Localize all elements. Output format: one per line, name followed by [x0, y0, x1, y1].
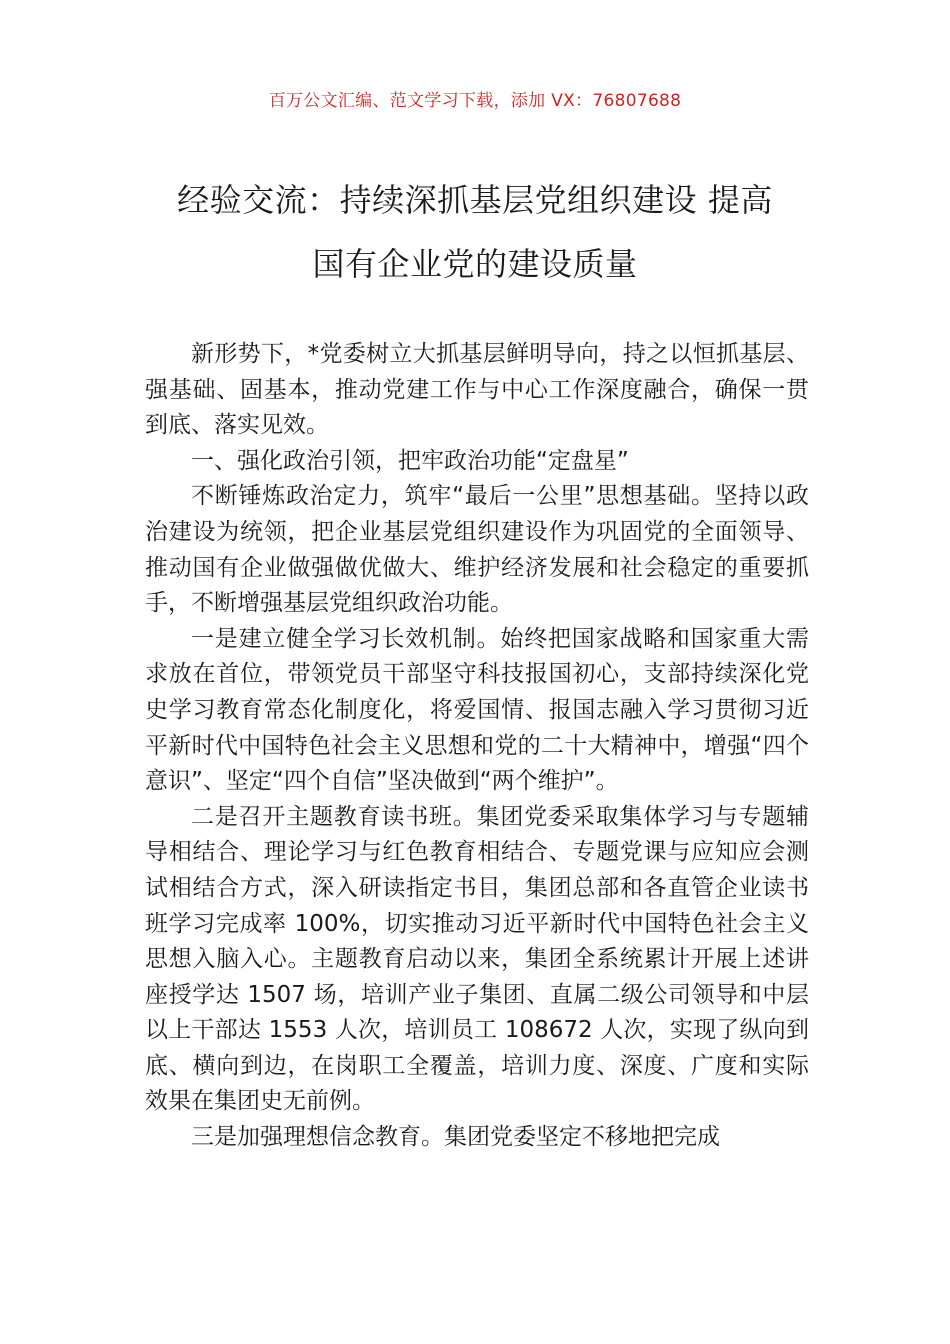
paragraph: 二是召开主题教育读书班。集团党委采取集体学习与专题辅导相结合、理论学习与红色教育相结合、专题党课与应知应会测试相结合方式，深入研读指定书目，集团总部和各直管企业读书班学习完成率 100%，切实推动习近平新时代中国特色社会主义思想入脑入心。主题教育启动以来，集团全系统累计开展上述讲座授学达 1507 场，培训产业子集团、直属二级公司领导和中层以上干部达 1553 人次，培训员工 108672 人次，实现了纵向到底、横向到边，在岗职工全覆盖，培训力度、深度、广度和实际效果在集团史无前例。: [145, 803, 809, 1115]
paragraph-intro: 新形势下，*党委树立大抓基层鲜明导向，持之以恒抓基层、强基础、固基本，推动党建工作与中心工作深度融合，确保一贯到底、落实见效。: [145, 341, 809, 439]
header-note: 百万公文汇编、范文学习下载，添加 VX：76807688: [268, 91, 682, 111]
paragraph: 不断锤炼政治定力，筑牢“最后一公里”思想基础。坚持以政治建设为统领，把企业基层党组织建设作为巩固党的全面领导、推动国有企业做强做优做大、维护经济发展和社会稳定的重要抓手，不断增强基层党组织政治功能。: [145, 483, 809, 617]
paragraph: 一是建立健全学习长效机制。始终把国家战略和国家重大需求放在首位，带领党员干部坚守科技报国初心，支部持续深化党史学习教育常态化制度化，将爱国情、报国志融入学习贯彻习近平新时代中国特色社会主义思想和党的二十大精神中，增强“四个意识”、坚定“四个自信”坚决做到“两个维护”。: [145, 625, 809, 795]
document-title: [140, 168, 810, 296]
title-line-2: 国有企业党的建设质量: [312, 245, 638, 283]
paragraph: 三是加强理想信念教育。集团党委坚定不移地把完成: [191, 1124, 720, 1151]
document-body: [145, 337, 809, 1156]
title-line-1: 经验交流：持续深抓基层党组织建设 提高: [177, 181, 773, 219]
section-heading-1: 一、强化政治引领，把牢政治功能“定盘星”: [191, 447, 629, 474]
